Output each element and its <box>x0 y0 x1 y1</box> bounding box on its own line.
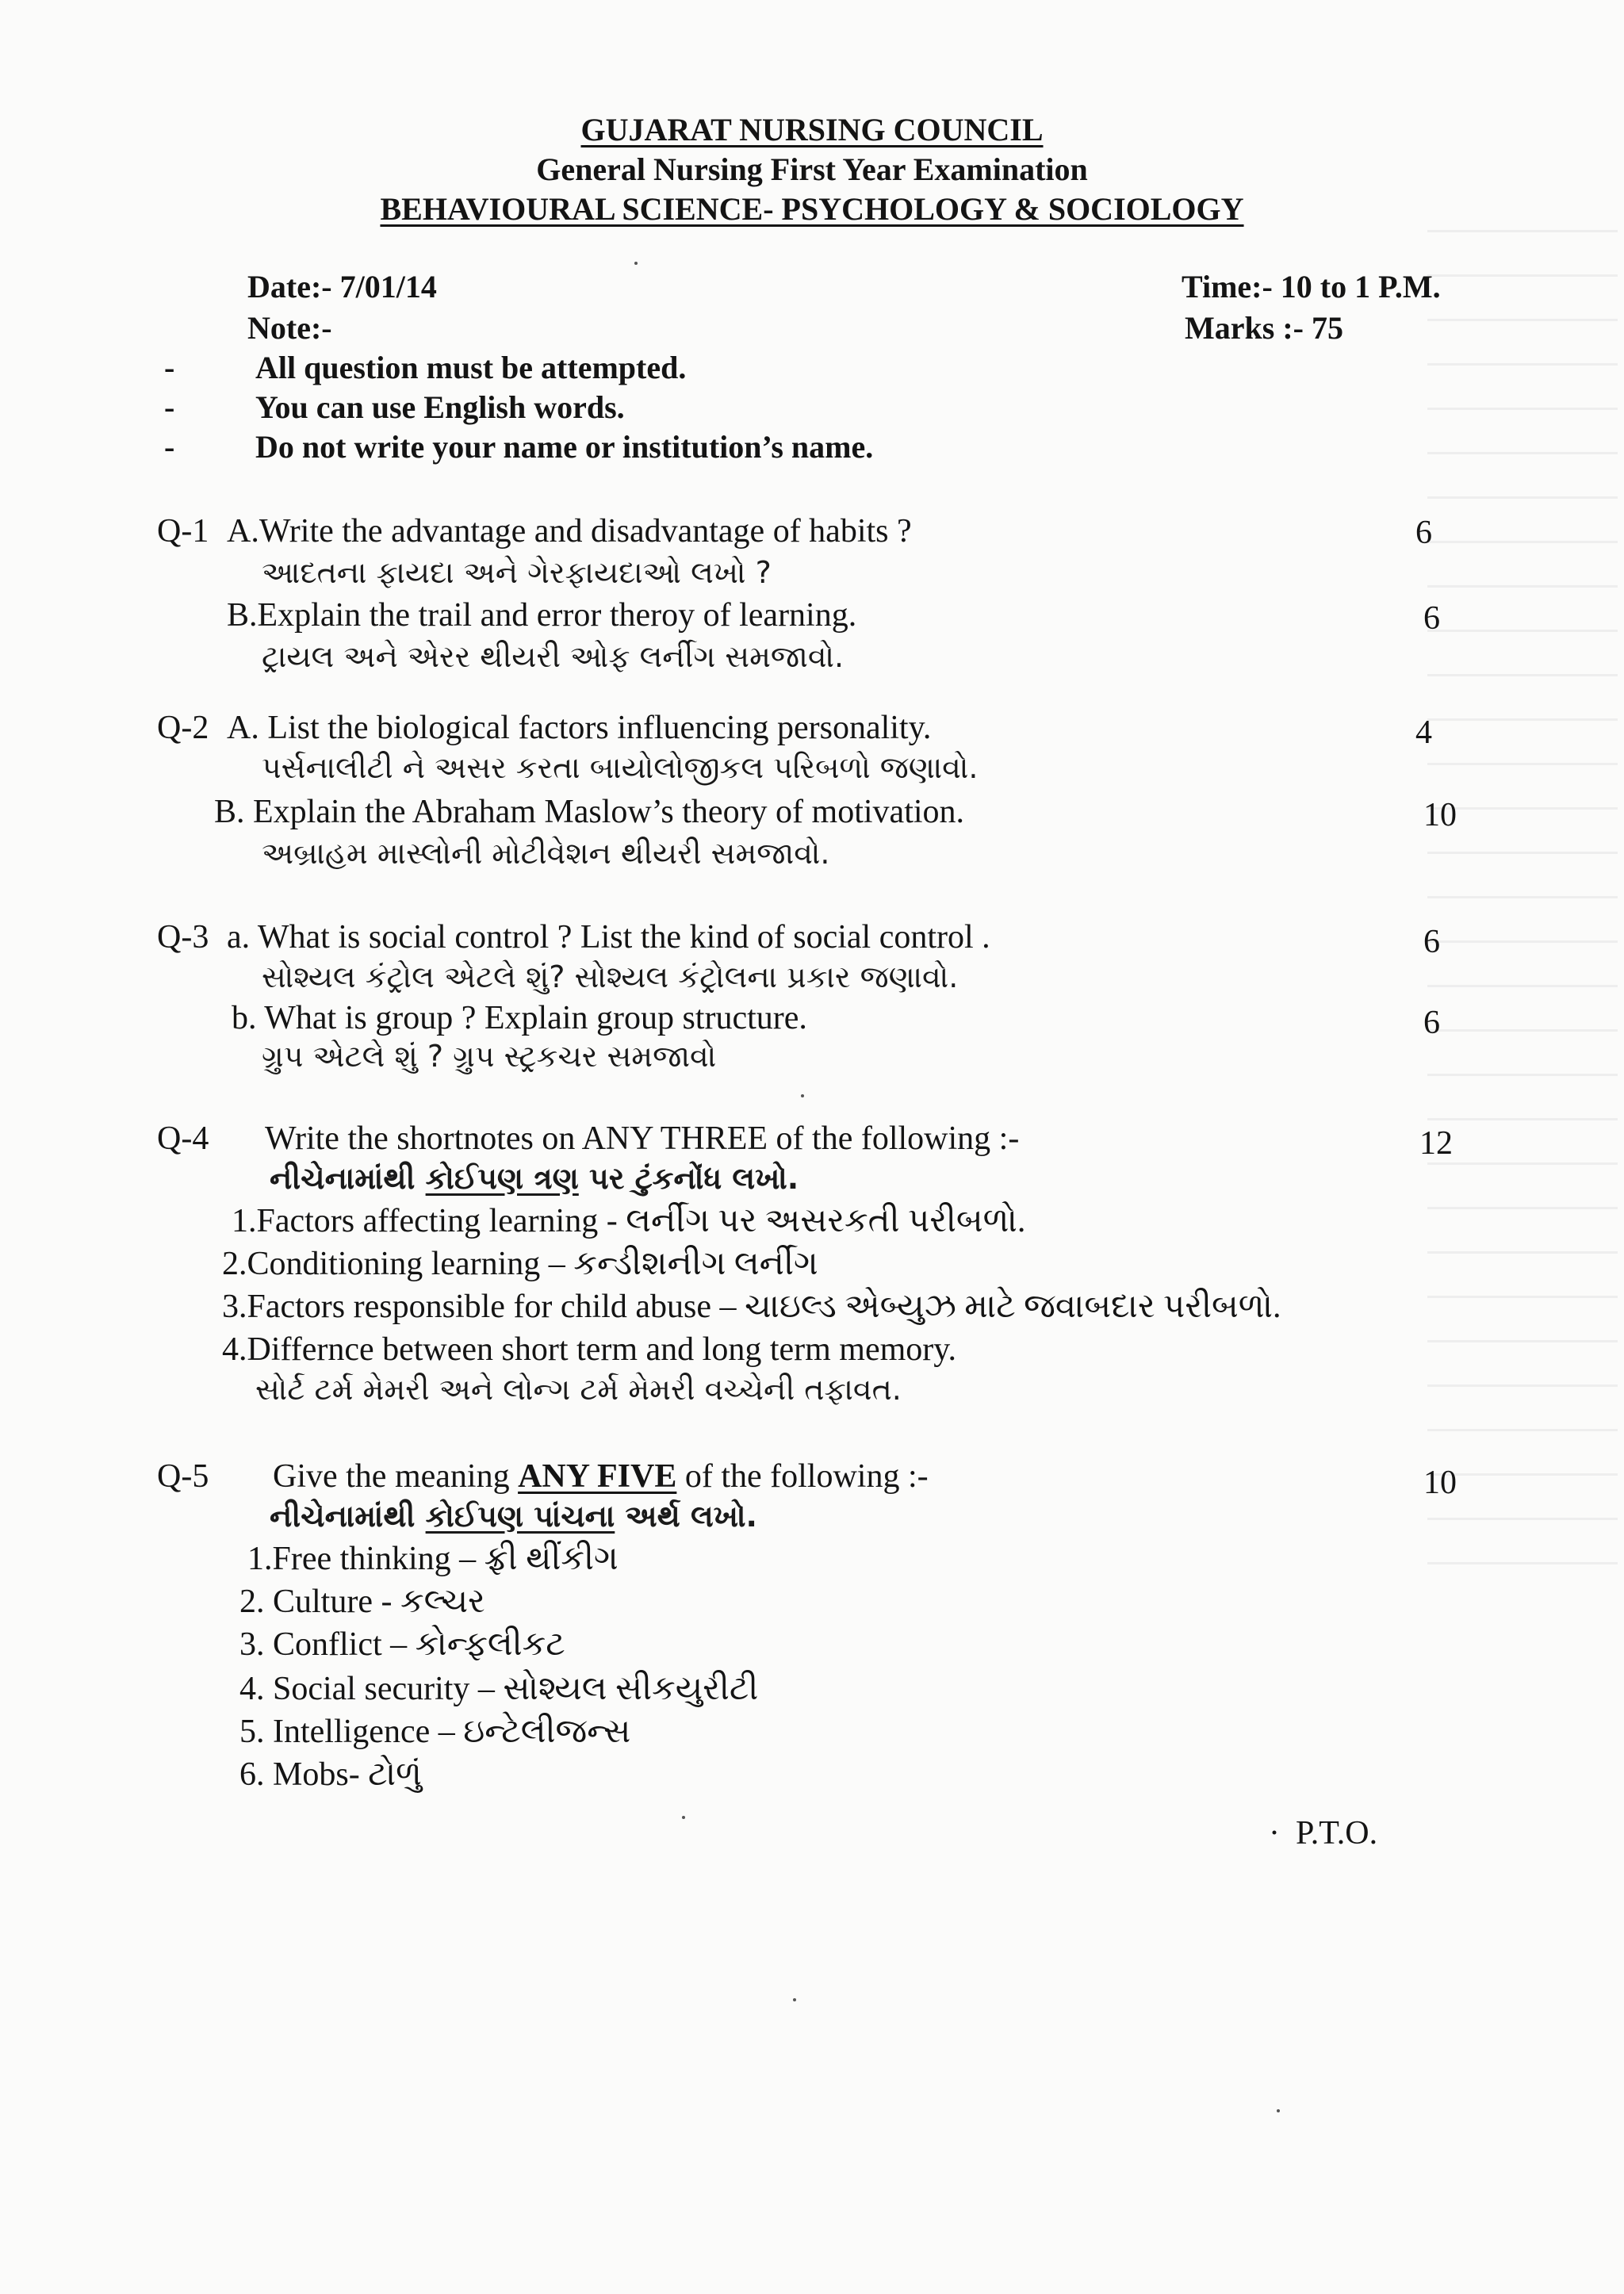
q1-label: Q-1 <box>157 513 209 550</box>
q2a-text: A. List the biological factors influencing personality. <box>227 710 932 746</box>
q4-item-2: 2.Conditioning learning – કન્ડીશનીગ લર્નીગ <box>222 1246 818 1282</box>
pto-note: P.T.O. <box>1296 1815 1378 1852</box>
q1a-marks: 6 <box>1415 515 1432 551</box>
instruction-2: You can use English words. <box>255 389 625 425</box>
note-label: Note:- <box>247 310 332 346</box>
q2b-text: B. Explain the Abraham Maslow’s theory of motivation. <box>214 794 965 830</box>
q1a-text: A.Write the advantage and disadvantage of habits ? <box>227 513 912 550</box>
subject-title: BEHAVIOURAL SCIENCE- PSYCHOLOGY & SOCIOLOGY <box>380 191 1244 227</box>
q5-item-3: 3. Conflict – કોન્ફલીકટ <box>239 1626 565 1663</box>
q5-title-pre: Give the meaning <box>273 1458 519 1495</box>
show-through-texture <box>1427 230 1618 1578</box>
q2b-marks: 10 <box>1423 797 1457 833</box>
instruction-3: Do not write your name or institution’s name. <box>255 429 874 465</box>
q5-item-2: 2. Culture - કલ્ચર <box>239 1584 485 1620</box>
q4-title: Write the shortnotes on ANY THREE of the following :- <box>265 1120 1020 1157</box>
q1a-gujarati: આદતના ફાયદા અને ગેરફાયદાઓ લખો ? <box>262 555 772 590</box>
bullet-dot: · <box>1269 1815 1280 1852</box>
q5-item-5: 5. Intelligence – ઇન્ટેલીજન્સ <box>239 1714 631 1750</box>
q3a-text: a. What is social control ? List the kind of social control . <box>227 919 990 956</box>
q5-item-6: 6. Mobs- ટોળું <box>239 1756 422 1793</box>
q3a-gujarati: સોશ્યલ કંટ્રોલ એટલે શું? સોશ્યલ કંટ્રોલના પ્રકાર જણાવો. <box>262 959 959 994</box>
instruction-1: All question must be attempted. <box>255 350 687 385</box>
q3b-text: b. What is group ? Explain group structure. <box>232 1000 807 1036</box>
exam-time: Time:- 10 to 1 P.M. <box>1182 269 1441 304</box>
scan-speck <box>1277 2109 1280 2112</box>
total-marks: Marks :- 75 <box>1185 310 1343 346</box>
q5-gujarati-title <box>270 1499 757 1534</box>
q2b-gujarati: અબ્રાહમ માસ્લોની મોટીવેશન થીયરી સમજાવો. <box>262 836 830 871</box>
council-title: GUJARAT NURSING COUNCIL <box>580 112 1044 147</box>
q2a-gujarati: પર્સનાલીટી ને અસર કરતા બાયોલોજીકલ પરિબળો જણાવો. <box>262 750 979 785</box>
bullet-dash: - <box>164 389 175 425</box>
q1b-marks: 6 <box>1423 600 1440 637</box>
scan-speck <box>801 1094 804 1097</box>
q3-label: Q-3 <box>157 919 209 956</box>
q4-item-4-gujarati: સોર્ટ ટર્મ મેમરી અને લોન્ગ ટર્મ મેમરી વચ્ચેની તફાવત. <box>255 1372 902 1407</box>
q4-item-4: 4.Differnce between short term and long term memory. <box>222 1331 957 1368</box>
bullet-dash: - <box>164 350 175 385</box>
q4-gu-pre: નીચેનામાંથી <box>270 1161 426 1196</box>
q1b-gujarati: ટ્રાયલ અને એરર થીયરી ઓફ લર્નીગ સમજાવો. <box>262 639 845 674</box>
q3b-marks: 6 <box>1423 1005 1440 1041</box>
q4-marks: 12 <box>1419 1125 1453 1162</box>
q4-item-3: 3.Factors responsible for child abuse – ચાઇલ્ડ એબ્યુઝ માટે જવાબદાર પરીબળો. <box>222 1289 1281 1325</box>
q5-gu-underlined: કોઈપણ પાંચના <box>425 1499 615 1534</box>
q5-label: Q-5 <box>157 1458 209 1495</box>
exam-date: Date:- 7/01/14 <box>247 269 437 304</box>
q3a-marks: 6 <box>1423 924 1440 960</box>
scan-speck <box>793 1998 796 2001</box>
scan-speck <box>634 262 638 265</box>
q2a-marks: 4 <box>1415 714 1432 751</box>
q5-item-1: 1.Free thinking – ફ્રી થીંકીગ <box>247 1541 619 1577</box>
q5-title-post: of the following :- <box>676 1458 929 1495</box>
q5-gu-pre: નીચેનામાંથી <box>270 1499 426 1534</box>
q1b-text: B.Explain the trail and error theroy of learning. <box>227 597 857 634</box>
q5-title <box>273 1457 929 1496</box>
q5-marks: 10 <box>1423 1465 1457 1501</box>
q4-item-1: 1.Factors affecting learning - લર્નીગ પર અસરકતી પરીબળો. <box>232 1203 1026 1239</box>
q5-gu-post: અર્થ લખો. <box>615 1499 757 1534</box>
scan-speck <box>682 1816 685 1819</box>
q4-gujarati-title <box>270 1161 799 1197</box>
q2-label: Q-2 <box>157 710 209 746</box>
q3b-gujarati: ગ્રુપ એટલે શું ? ગ્રુપ સ્ટ્રકચર સમજાવો <box>262 1039 717 1074</box>
q5-item-4: 4. Social security – સોશ્યલ સીકયુરીટી <box>239 1671 759 1707</box>
q5-title-underlined: ANY FIVE <box>518 1458 677 1495</box>
q4-gu-post: પર ટુંકનોંધ લખો. <box>578 1161 799 1196</box>
q4-label: Q-4 <box>157 1120 209 1157</box>
bullet-dash: - <box>164 429 175 465</box>
exam-title: General Nursing First Year Examination <box>536 151 1088 187</box>
q4-gu-underlined: કોઈપણ ત્રણ <box>425 1161 579 1196</box>
